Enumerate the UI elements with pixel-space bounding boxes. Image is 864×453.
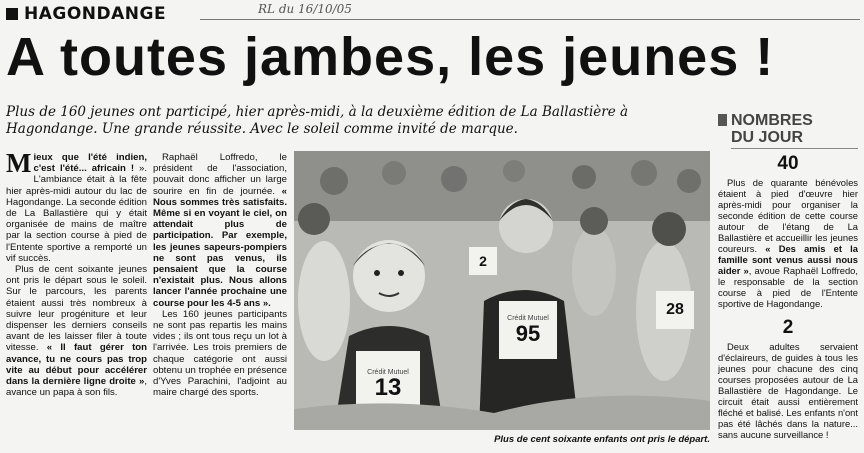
bib-sponsor-label: Crédit Mutuel xyxy=(367,369,409,376)
paragraph-text: , avance un papa à son fils. xyxy=(6,376,147,399)
stat-text-part: Plus de quarante bénévoles étaient à pied d'œuvre hier après-midi pour organiser la seconde édition de cette course autour de l'étang de La Ballastière et accueillir les jeunes coureurs. xyxy=(718,177,858,254)
stat-quote: « Des amis et la famille sont venus aussi nous aider » xyxy=(718,243,858,276)
article-column-2 xyxy=(153,152,287,398)
stat-text xyxy=(718,177,858,309)
paragraph: Les 160 jeunes participants ne sont pas repartis les mains vides ; ils ont tous reçu un lot à l'arrivée. Les trois premiers de chaque catégorie ont aussi obtenu un trophée en présence d'Yves Parachini, l'adjoint au maire chargé des sports. xyxy=(153,308,287,399)
sidebar-title-line2: DU JOUR xyxy=(731,129,858,149)
paragraph-quote: « Il faut gérer ton avance, tu ne cours pas trop vite au début pour accélérer dans la dernière ligne droite » xyxy=(6,342,147,388)
header-rule xyxy=(200,19,860,20)
headline: A toutes jambes, les jeunes ! xyxy=(6,27,775,87)
numbers-sidebar xyxy=(718,112,858,440)
paragraph xyxy=(153,152,287,309)
stat-number: 2 xyxy=(782,317,794,338)
stat-text xyxy=(718,341,858,440)
bib-sponsor-label: Crédit Mutuel xyxy=(507,315,549,322)
article-column-1 xyxy=(6,148,148,399)
article-standfirst: Plus de 160 jeunes ont participé, hier après-midi, à la deuxième édition de La Ballastière à Hagondange. Une grande réussite. Avec le soleil comme invité de marque. xyxy=(6,104,629,137)
stat-text-part: , avoue Raphaël Loffredo, le responsable de la section course à pied de l'Entente sportive de Hagondange. xyxy=(718,265,858,309)
section-rubric xyxy=(6,4,166,24)
bib-95 xyxy=(499,301,557,359)
bib-number: 95 xyxy=(515,321,541,346)
bib-28 xyxy=(656,291,694,329)
dropcap: M xyxy=(6,148,32,178)
lead-text: ». L'ambiance était à la fête hier après-midi autour du lac de Hagondange. La seconde édition de La Ballastière qui y était organisée de mains de maître par la section course à pied de l'Entente sportive a remporté un vif succès. xyxy=(6,163,148,264)
handwritten-date-note: RL du 16/10/05 xyxy=(258,2,352,16)
sidebar-square-icon xyxy=(718,114,727,126)
bib-number: 28 xyxy=(666,301,684,318)
paragraph-text: Raphaël Loffredo, le président de l'association, pouvait donc afficher un large sourire en fin de journée. xyxy=(153,152,287,197)
sidebar-title xyxy=(718,112,858,129)
stat-number: 40 xyxy=(777,153,799,174)
paragraph-text: Plus de cent soixante jeunes ont pris le départ sous le soleil. Sur le parcours, les parents étaient aussi très nombreux à suivre leur progéniture et leur dispenser les derniers conseils avant de les laisser filer à toute vitesse. xyxy=(6,264,147,354)
sidebar-title-line1: NOMBRES xyxy=(731,112,813,129)
lead-paragraph xyxy=(6,148,148,264)
bib-2 xyxy=(469,247,497,275)
rubric-label: HAGONDANGE xyxy=(24,4,167,24)
rubric-square-icon xyxy=(6,8,18,20)
photo-caption: Plus de cent soixante enfants ont pris le départ. xyxy=(494,434,710,445)
bib-13 xyxy=(356,351,420,411)
paragraph xyxy=(6,264,147,398)
lead-quote: ieux que l'été indien, c'est l'été... africain ! xyxy=(33,152,147,175)
stat-text-part: Deux adultes servaient d'éclaireurs, de guides à tous les jeunes pour chacune des cinq courses proposées autour de La Ballastière de Hagondange. Le circuit était aussi entièrement fléché et balisé. Les enfants n'ont pas été lâchés dans la nature... sans aucune surveillance ! xyxy=(718,341,858,440)
race-photo xyxy=(294,151,710,430)
bib-number: 2 xyxy=(479,253,487,269)
paragraph-quote: « Nous sommes très satisfaits. Même si en voyant le ciel, on attendait plus de participation. Par exemple, les jeunes sapeurs-pompiers ne sont pas venus, ils pensaient que la course n'existait plus. Nous allons lancer l'année prochaine une course pour les 4-5 ans ». xyxy=(153,185,287,309)
bib-number: 13 xyxy=(374,374,402,401)
